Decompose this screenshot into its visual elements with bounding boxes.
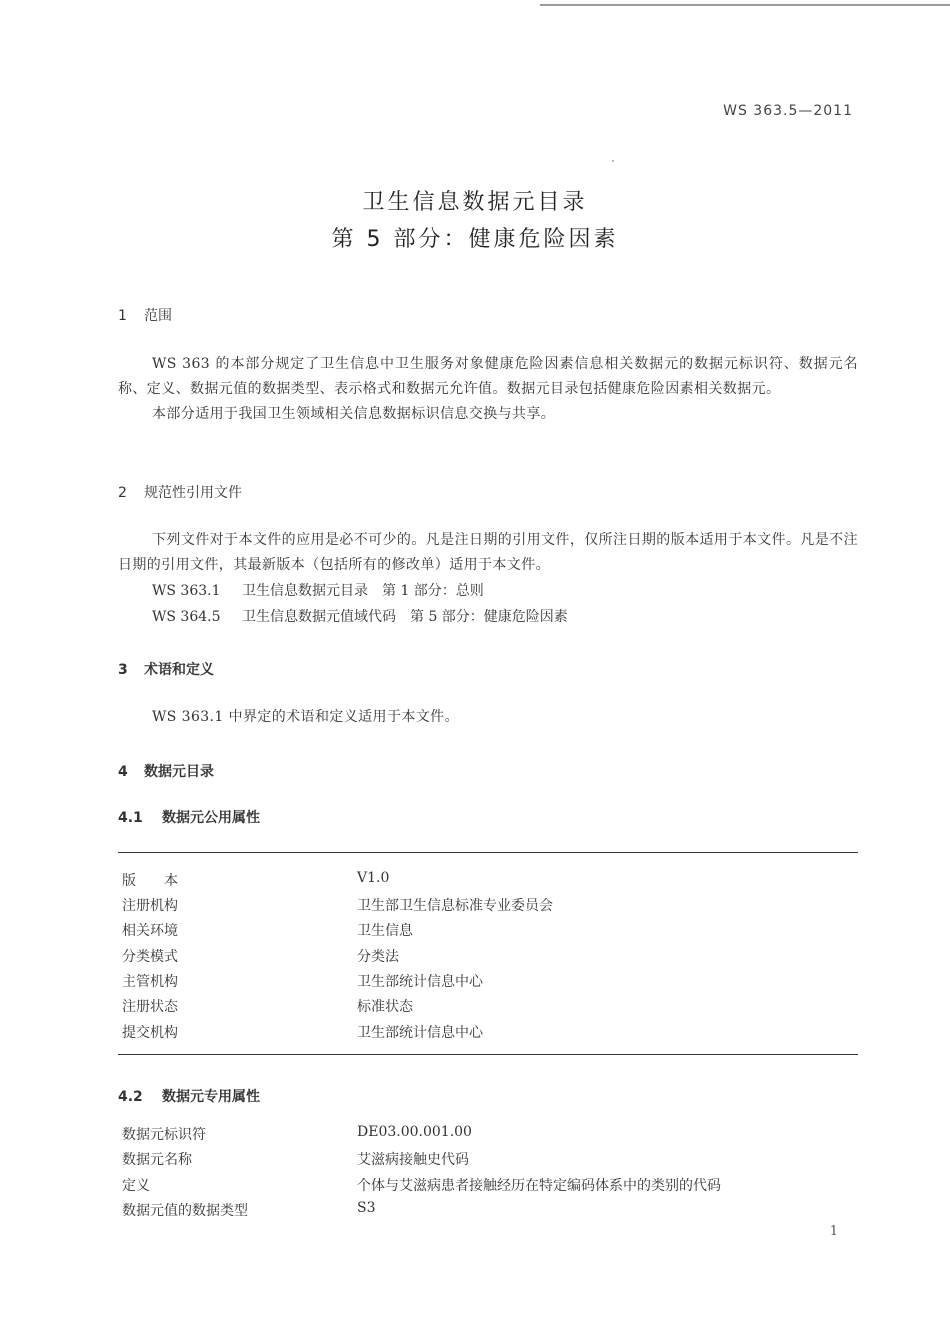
attribute-value: DE03.00.001.00	[357, 1124, 472, 1140]
section-3-body	[118, 705, 858, 730]
standard-code: WS 363.5—2011	[723, 103, 853, 119]
normative-reference: WS 363.1 卫生信息数据元目录 第 1 部分：总则	[152, 583, 484, 599]
section-2-heading: 2 规范性引用文件	[118, 485, 242, 501]
attribute-label: 数据元名称	[122, 1152, 192, 1168]
attribute-label: 数据元标识符	[122, 1127, 206, 1143]
attribute-value: 艾滋病接触史代码	[357, 1152, 469, 1168]
attribute-value: 卫生信息	[357, 923, 413, 939]
attribute-value: 标准状态	[357, 999, 413, 1015]
scan-speck	[612, 160, 614, 162]
attribute-label: 定义	[122, 1178, 150, 1194]
attribute-value: 卫生部卫生信息标准专业委员会	[357, 898, 553, 914]
page-number: 1	[829, 1224, 838, 1239]
attribute-label: 版 本	[122, 873, 178, 889]
attribute-value: 卫生部统计信息中心	[357, 1025, 483, 1041]
attribute-value: 卫生部统计信息中心	[357, 974, 483, 990]
section-2-body	[118, 528, 858, 578]
section-1-para-1: WS 363 的本部分规定了卫生信息中卫生服务对象健康危险因素信息相关数据元的数据元标识符、数据元名称、定义、数据元值的数据类型、表示格式和数据元允许值。数据元目录包括健康危险因素相关数据元。	[118, 356, 858, 397]
attribute-value: 个体与艾滋病患者接触经历在特定编码体系中的类别的代码	[357, 1178, 721, 1194]
scan-edge-line	[540, 4, 950, 6]
section-1-body	[118, 352, 858, 427]
document-subtitle: 第 5 部分：健康危险因素	[331, 227, 619, 252]
section-3-heading: 3 术语和定义	[118, 662, 214, 678]
attribute-value: V1.0	[357, 870, 390, 886]
section-1-heading: 1 范围	[118, 308, 172, 324]
normative-reference: WS 364.5 卫生信息数据元值域代码 第 5 部分：健康危险因素	[152, 609, 568, 625]
table-top-rule	[118, 852, 858, 853]
table-bottom-rule	[118, 1054, 858, 1055]
attribute-label: 提交机构	[122, 1025, 178, 1041]
document-title: 卫生信息数据元目录	[362, 190, 588, 215]
section-1-para-2: 本部分适用于我国卫生领域相关信息数据标识信息交换与共享。	[152, 406, 556, 422]
attribute-label: 注册状态	[122, 999, 178, 1015]
attribute-label: 数据元值的数据类型	[122, 1203, 248, 1219]
attribute-label: 主管机构	[122, 974, 178, 990]
section-4-heading: 4 数据元目录	[118, 764, 214, 780]
attribute-label: 相关环境	[122, 923, 178, 939]
attribute-label: 注册机构	[122, 898, 178, 914]
section-2-para-1: 下列文件对于本文件的应用是必不可少的。凡是注日期的引用文件，仅所注日期的版本适用于本文件。凡是不注日期的引用文件，其最新版本（包括所有的修改单）适用于本文件。	[118, 532, 858, 573]
section-3-para-1: WS 363.1 中界定的术语和定义适用于本文件。	[152, 709, 459, 725]
attribute-value: 分类法	[357, 949, 399, 965]
section-4-1-heading: 4.1 数据元公用属性	[118, 810, 260, 826]
section-4-2-heading: 4.2 数据元专用属性	[118, 1089, 260, 1105]
attribute-value: S3	[357, 1200, 376, 1216]
attribute-label: 分类模式	[122, 949, 178, 965]
